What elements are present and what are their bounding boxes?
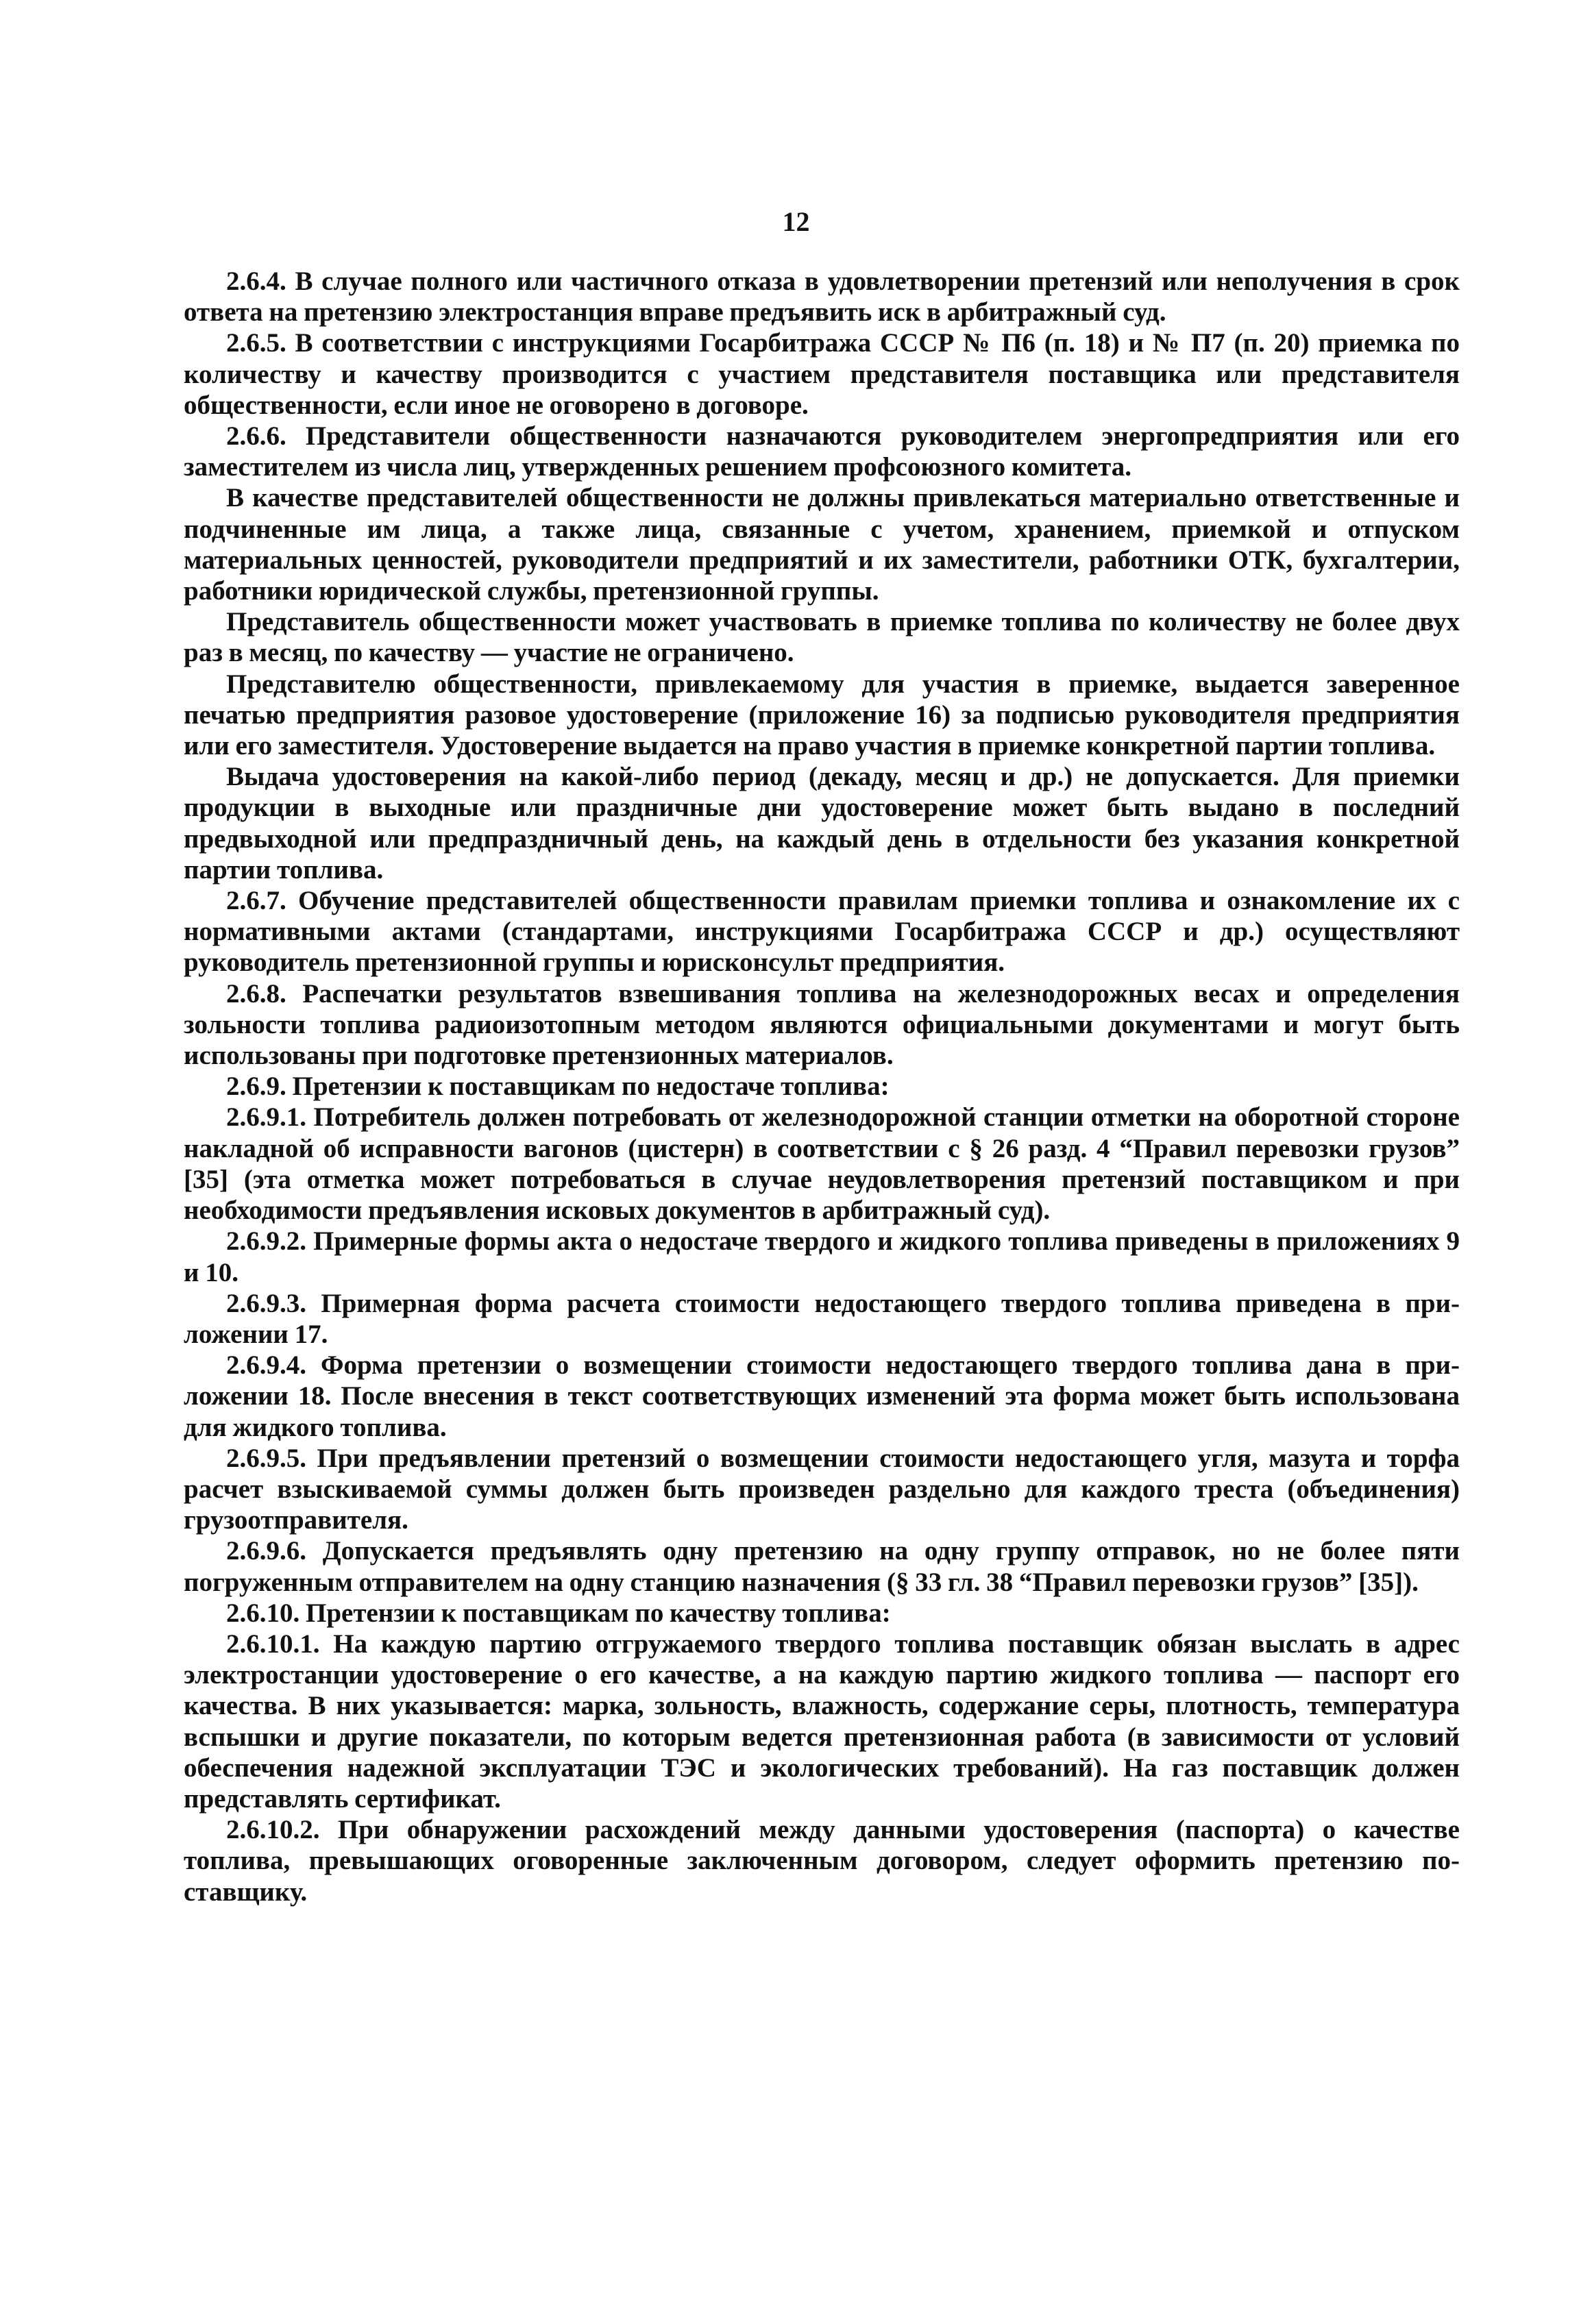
- paragraph-2-6-9-2: 2.6.9.2. Примерные формы акта о недостаче твердого и жидкого топлива приведены в приложениях 9 и 10.: [184, 1226, 1460, 1287]
- paragraph-certificate-issuance: Представителю общественности, привлекаемому для участия в приемке, выдается заверенное печатью предприятия разовое удостоверение (приложение 16) за подписью руководителя предприятия или его заместителя. Удостоверение выдается на право участия в приемке конкретной партии топлива.: [184, 669, 1460, 761]
- paragraph-2-6-9: 2.6.9. Претензии к поставщикам по недостаче топлива:: [226, 1072, 890, 1102]
- paragraph-2-6-8: 2.6.8. Распечатки результатов взвешивания топлива на железнодорожных весах и определения зольности топлива радиоизотопным методом являются официальными документами и могут быть использованы при подготовке претензионных материалов.: [184, 978, 1460, 1071]
- paragraph-2-6-7: 2.6.7. Обучение представителей общественности правилам приемки топлива и ознакомление их с нормативными актами (стандартами, инструкциями Госарбитража СССР и др.) осуществляют руководитель претензионной группы и юрисконсульт предприятия.: [184, 886, 1460, 978]
- paragraph-2-6-10-1: 2.6.10.1. На каждую партию отгружаемого твердого топлива поставщик обязан выслать в адрес электростанции удостоверение о его качестве, а на каждую партию жидкого топлива — паспорт его качества. В них указывается: марка, зольность, влажность, содержание серы, плотность, температура вспышки и другие показатели, по которым ведется претензионная работа (в зависимости от условий обеспечения надежной эксплуатации ТЭС и экологических требований). На газ поставщик должен представлять сертификат.: [184, 1629, 1460, 1814]
- paragraph-participation-frequency: Представитель общественности может участвовать в приемке топлива по количеству не более двух раз в месяц, по качеству — участие не ограничено.: [184, 607, 1460, 668]
- document-body: [184, 266, 1460, 1907]
- paragraph-2-6-6: 2.6.6. Представители общественности назначаются руководителем энергопредприятия или его заместителем из числа лиц, утвержденных решением профсоюзного комитета.: [184, 421, 1460, 482]
- paragraph-certificate-period: Выдача удостоверения на какой-либо период (декаду, месяц и др.) не допускается. Для приемки продукции в выходные или праздничные дни удостоверение может быть выдано в последний предвыходной или предпраздничный день, на каждый день в отдельности без указания конкретной партии топлива.: [184, 762, 1460, 885]
- paragraph-2-6-10-2: 2.6.10.2. При обнаружении расхождений между данными удостоверения (паспорта) о качестве топлива, превышающих оговоренные заключенным договором, следует оформить претензию поставщику.: [184, 1815, 1460, 1907]
- paragraph-2-6-9-4: 2.6.9.4. Форма претензии о возмещении стоимости недостающего твердого топлива дана в приложении 18. После внесения в текст соответствующих изменений эта форма может быть использована для жидкого топлива.: [184, 1350, 1460, 1442]
- paragraph-2-6-5: 2.6.5. В соответствии с инструкциями Госарбитража СССР № П6 (п. 18) и № П7 (п. 20) приемка по количеству и качеству производится с участием представителя поставщика или представителя общественности, если иное не оговорено в договоре.: [184, 328, 1460, 420]
- paragraph-representatives-restrictions: В качестве представителей общественности не должны привлекаться материально ответственные и подчиненные им лица, а также лица, связанные с учетом, хранением, приемкой и отпуском материальных ценностей, руководители предприятий и их заместители, работники ОТК, бухгалтерии, работники юридической службы, претензионной группы.: [184, 483, 1460, 606]
- paragraph-2-6-9-3: 2.6.9.3. Примерная форма расчета стоимости недостающего твердого топлива приведена в приложении 17.: [184, 1288, 1460, 1349]
- paragraph-2-6-4: 2.6.4. В случае полного или частичного отказа в удовлетворении претензий или неполучения в срок ответа на претензию электростанция вправе предъявить иск в арбитражный суд.: [184, 267, 1460, 327]
- paragraph-2-6-9-1: 2.6.9.1. Потребитель должен потребовать от железнодорожной станции отметки на оборотной стороне накладной об исправности вагонов (цистерн) в соответствии с § 26 разд. 4 “Правил перевозки грузов” [35] (эта отметка может потребоваться в случае неудовлетворения претензий поставщиком и при необходимости предъявления исковых документов в арбитражный суд).: [184, 1102, 1460, 1226]
- paragraph-2-6-9-6: 2.6.9.6. Допускается предъявлять одну претензию на одну группу отправок, но не более пяти погруженным отправителем на одну станцию назначения (§ 33 гл. 38 “Правил перевозки грузов” [35]).: [184, 1536, 1460, 1597]
- paragraph-2-6-10: 2.6.10. Претензии к поставщикам по качеству топлива:: [226, 1598, 891, 1628]
- paragraph-2-6-9-5: 2.6.9.5. При предъявлении претензий о возмещении стоимости недостающего угля, мазута и торфа расчет взыскиваемой суммы должен быть произведен раздельно для каждого треста (объединения) грузоотправителя.: [184, 1443, 1460, 1535]
- page-number: 12: [782, 206, 810, 237]
